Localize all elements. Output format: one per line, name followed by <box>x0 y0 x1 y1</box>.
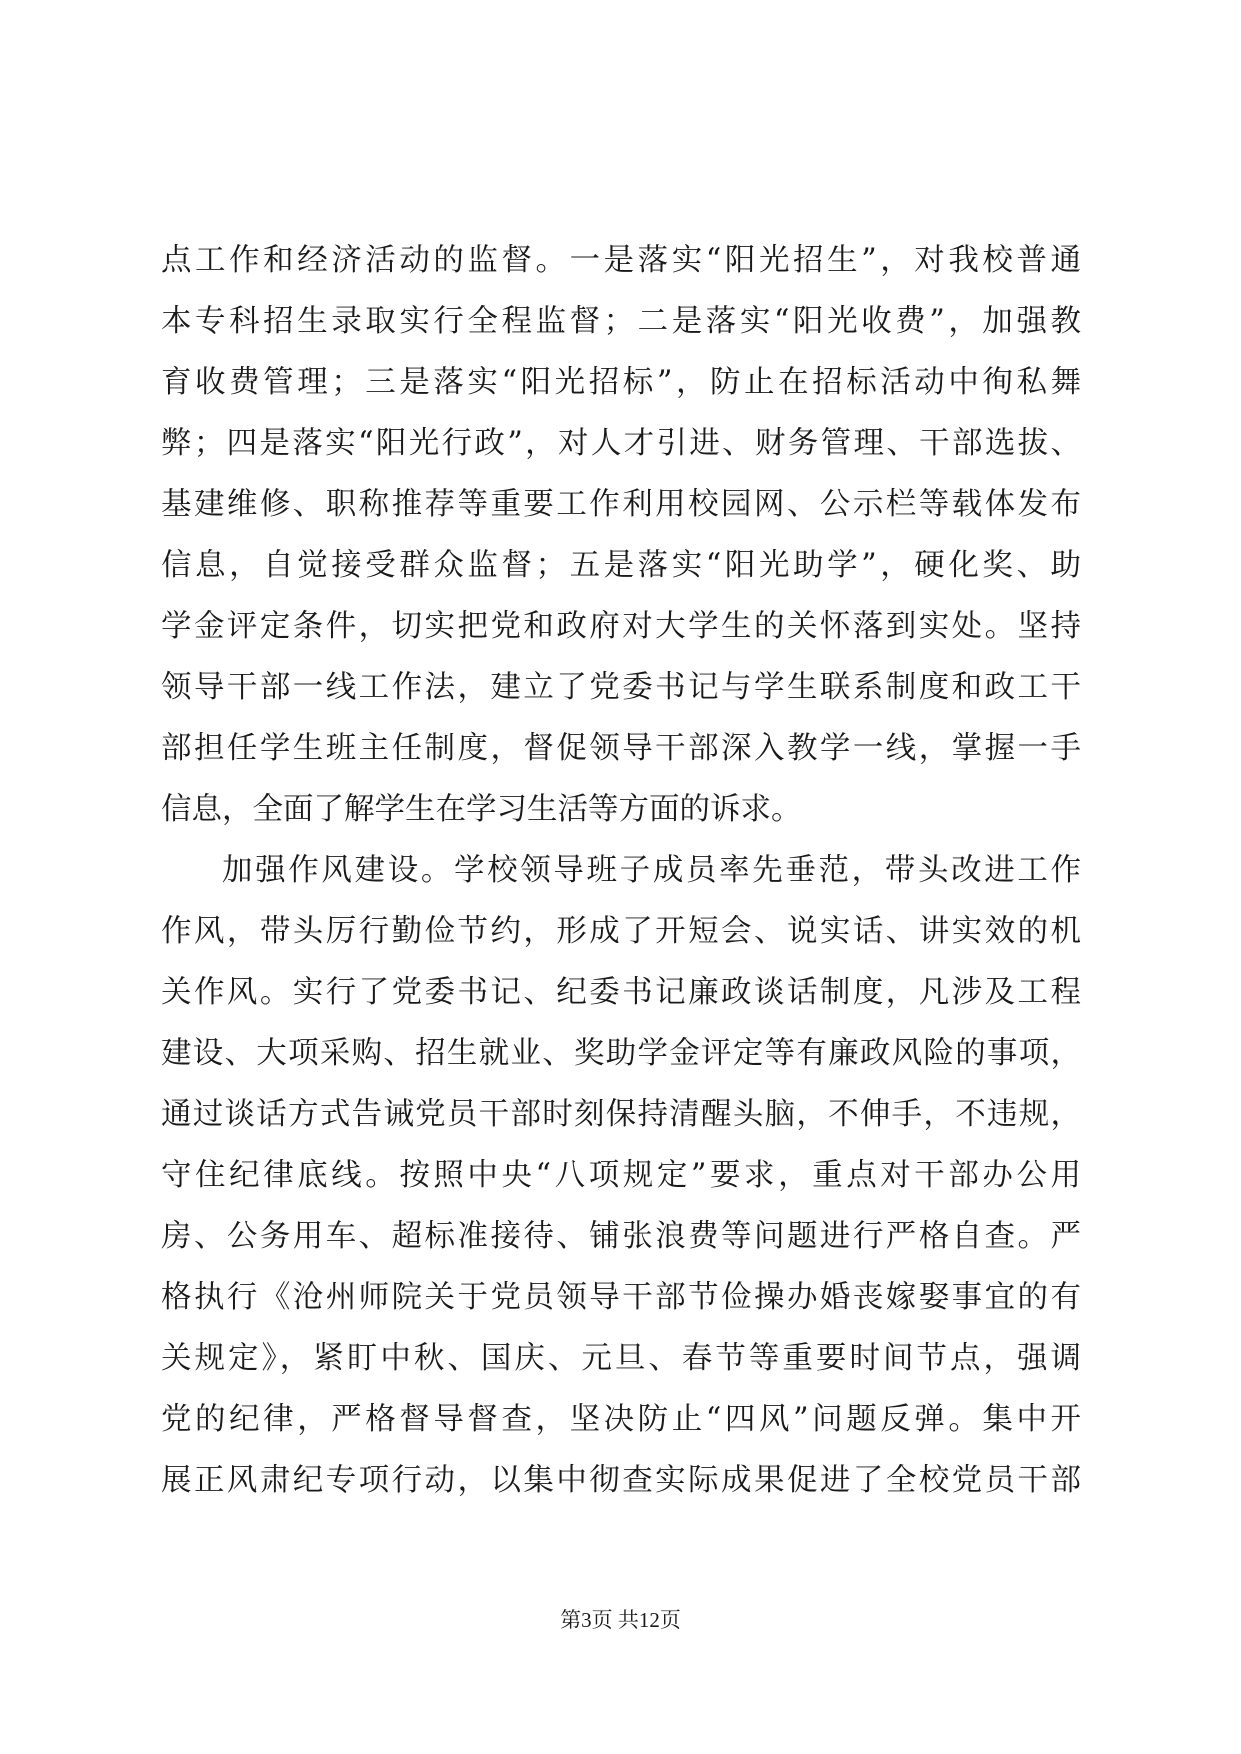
text-line: 通过谈话方式告诫党员干部时刻保持清醒头脑，不伸手，不违规， <box>161 1097 1081 1132</box>
paragraph-first-line: 加强作风建设。学校领导班子成员率先垂范，带头改进工作 <box>222 853 1081 888</box>
text-line: 党的纪律，严格督导督查，坚决防止“四风”问题反弹。集中开 <box>161 1402 1081 1437</box>
text-line: 育收费管理；三是落实“阳光招标”，防止在招标活动中徇私舞 <box>161 365 1081 400</box>
text-line: 部担任学生班主任制度，督促领导干部深入教学一线，掌握一手 <box>161 731 1081 766</box>
text-line: 关规定》，紧盯中秋、国庆、元旦、春节等重要时间节点，强调 <box>161 1341 1081 1376</box>
text-line: 本专科招生录取实行全程监督；二是落实“阳光收费”，加强教 <box>161 304 1081 339</box>
text-line: 展正风肃纪专项行动，以集中彻查实际成果促进了全校党员干部 <box>161 1463 1081 1498</box>
text-line: 点工作和经济活动的监督。一是落实“阳光招生”，对我校普通 <box>161 243 1081 278</box>
text-line: 作风，带头厉行勤俭节约，形成了开短会、说实话、讲实效的机 <box>161 914 1081 949</box>
text-line: 房、公务用车、超标准接待、铺张浪费等问题进行严格自查。严 <box>161 1219 1081 1254</box>
text-line: 建设、大项采购、招生就业、奖助学金评定等有廉政风险的事项， <box>161 1036 1081 1071</box>
text-line: 信息，全面了解学生在学习生活等方面的诉求。 <box>161 792 802 827</box>
text-line: 基建维修、职称推荐等重要工作利用校园网、公示栏等载体发布 <box>161 487 1081 522</box>
page-footer: 第3页 共12页 <box>560 1608 681 1632</box>
text-line: 弊；四是落实“阳光行政”，对人才引进、财务管理、干部选拔、 <box>161 426 1081 461</box>
text-line: 守住纪律底线。按照中央“八项规定”要求，重点对干部办公用 <box>161 1158 1081 1193</box>
text-line: 学金评定条件，切实把党和政府对大学生的关怀落到实处。坚持 <box>161 609 1081 644</box>
text-line: 信息，自觉接受群众监督；五是落实“阳光助学”，硬化奖、助 <box>161 548 1081 583</box>
body-text <box>161 230 1081 1511</box>
text-line: 格执行《沧州师院关于党员领导干部节俭操办婚丧嫁娶事宜的有 <box>161 1280 1081 1315</box>
text-line: 关作风。实行了党委书记、纪委书记廉政谈话制度，凡涉及工程 <box>161 975 1081 1010</box>
text-line: 领导干部一线工作法，建立了党委书记与学生联系制度和政工干 <box>161 670 1081 705</box>
